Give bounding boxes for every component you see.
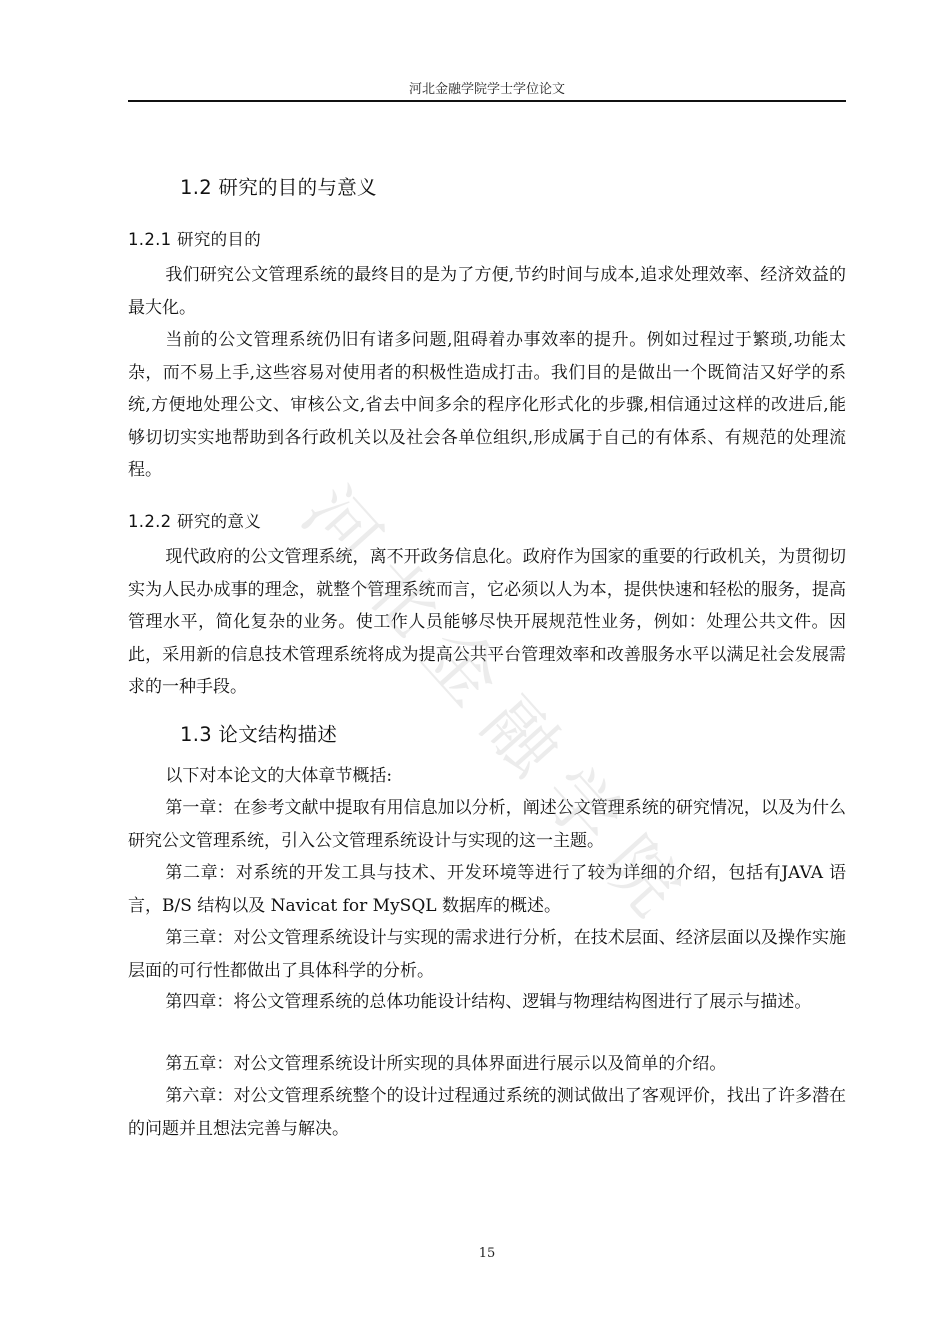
section-heading-1-2: 1.2 研究的目的与意义 (180, 176, 377, 199)
section-heading-1-3: 1.3 论文结构描述 (180, 723, 338, 746)
watermark-char: 融 (466, 681, 577, 791)
paragraph: 当前的公文管理系统仍旧有诸多问题,阻碍着办事效率的提升。例如过程过于繁琐,功能太杂，而不易上手,这些容易对使用者的积极性造成打击。我们目的是做出一个既简洁又好学的系统,方便地处理公文、审核公文,省去中间多余的程序化形式化的步骤,相信通过这样的改进后,能够切切实实地帮助到各行政机关以及社会各单位组织,形成属于自己的有体系、有规范的处理流程。 (128, 330, 846, 480)
watermark-char: 学 (526, 751, 637, 861)
paragraph: 我们研究公文管理系统的最终目的是为了方便,节约时间与成本,追求处理效率、经济效益的最大化。 (128, 265, 846, 318)
chapter-summary: 第六章：对公文管理系统整个的设计过程通过系统的测试做出了客观评价，找出了许多潜在的问题并且想法完善与解决。 (128, 1086, 846, 1139)
subsection-heading-1-2-2: 1.2.2 研究的意义 (128, 512, 262, 531)
subsection-heading-1-2-1: 1.2.1 研究的目的 (128, 230, 262, 249)
chapter-summary: 第三章：对公文管理系统设计与实现的需求进行分析，在技术层面、经济层面以及操作实施层面的可行性都做出了具体科学的分析。 (128, 928, 846, 981)
chapter-summary: 第四章：将公文管理系统的总体功能设计结构、逻辑与物理结构图进行了展示与描述。 (165, 992, 812, 1012)
header-divider (128, 100, 846, 102)
chapter-summary: 第一章：在参考文献中提取有用信息加以分析，阐述公文管理系统的研究情况，以及为什么研究公文管理系统，引入公文管理系统设计与实现的这一主题。 (128, 798, 846, 851)
chapter-summary: 第五章：对公文管理系统设计所实现的具体界面进行展示以及简单的介绍。 (165, 1054, 727, 1074)
watermark-char: 北 (346, 541, 457, 651)
watermark-char: 院 (586, 821, 697, 931)
paragraph-intro: 以下对本论文的大体章节概括: (165, 766, 393, 786)
chapter-summary: 第二章：对系统的开发工具与技术、开发环境等进行了较为详细的介绍，包括有JAVA 语言，B/S 结构以及 Navicat for MySQL 数据库的概述。 (128, 863, 846, 916)
paragraph: 现代政府的公文管理系统，离不开政务信息化。政府作为国家的重要的行政机关，为贯彻切实为人民办成事的理念，就整个管理系统而言，它必须以人为本，提供快速和轻松的服务，提高管理水平，简化复杂的业务。使工作人员能够尽快开展规范性业务，例如：处理公共文件。因此，采用新的信息技术管理系统将成为提高公共平台管理效率和改善服务水平以满足社会发展需求的一种手段。 (128, 547, 846, 697)
running-header-title: 河北金融学院学士学位论文 (408, 82, 565, 97)
watermark-char: 金 (406, 611, 517, 721)
page-number: 15 (478, 1246, 496, 1261)
watermark-char: 河 (286, 471, 397, 581)
